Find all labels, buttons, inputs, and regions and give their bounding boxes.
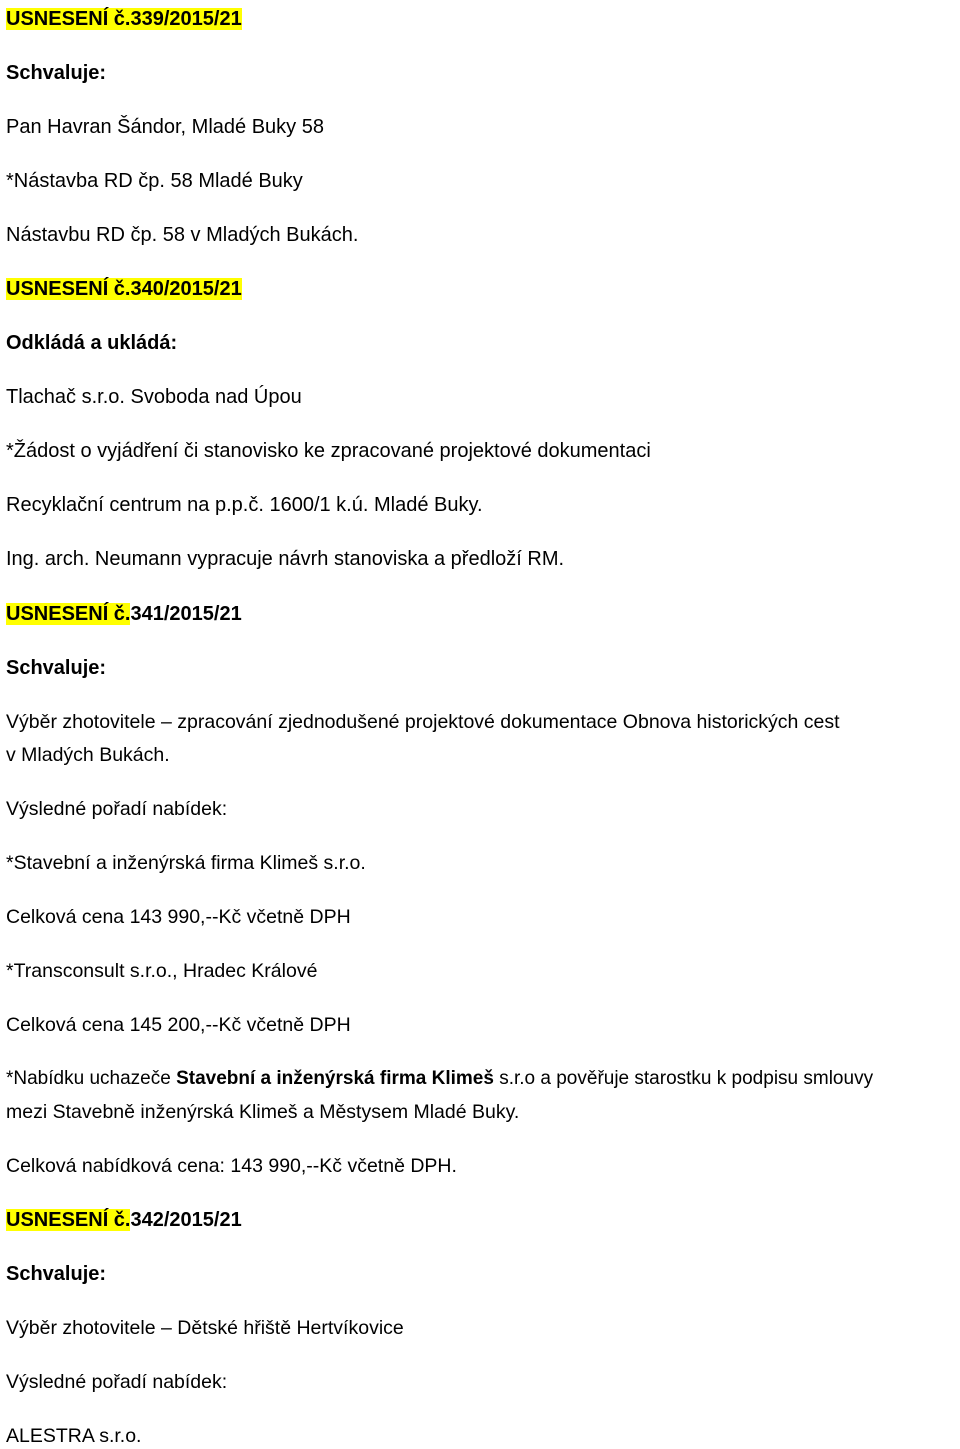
resolution-341-line-2: v Mladých Bukách. (6, 744, 170, 766)
resolution-341-offer-post: s.r.o a pověřuje starostku k podpisu smlouvy (493, 1068, 874, 1089)
resolution-340-line-2: *Žádost o vyjádření či stanovisko ke zpracované projektové dokumentaci (6, 440, 651, 462)
resolution-342-label: Schvaluje: (6, 1263, 107, 1285)
resolution-340-line-3: Recyklační centrum na p.p.č. 1600/1 k.ú. Mladé Buky. (6, 494, 483, 516)
resolution-341-line-5: Celková cena 143 990,--Kč včetně DPH (6, 906, 351, 928)
resolution-339-line-3: Nástavbu RD čp. 58 v Mladých Bukách. (6, 224, 359, 246)
resolution-340-line-4: Ing. arch. Neumann vypracuje návrh stanoviska a předloží RM. (6, 548, 565, 570)
resolution-341-heading (6, 601, 242, 627)
resolution-340-line-1: Tlachač s.r.o. Svoboda nad Úpou (6, 386, 302, 408)
resolution-342-line-2: Výsledné pořadí nabídek: (6, 1371, 228, 1393)
resolution-342-line-3: ALESTRA s.r.o. (6, 1425, 142, 1447)
resolution-341-line-7: Celková cena 145 200,--Kč včetně DPH (6, 1014, 351, 1036)
resolution-339-line-2: *Nástavba RD čp. 58 Mladé Buky (6, 170, 303, 192)
resolution-342-heading-number: 342/2015/21 (130, 1209, 242, 1231)
resolution-342-heading (6, 1207, 242, 1233)
resolution-341-offer-pre: *Nabídku uchazeče (6, 1068, 177, 1089)
resolution-341-heading-prefix: USNESENÍ č. (6, 603, 131, 625)
resolution-339-heading (6, 6, 242, 32)
resolution-341-offer-line-2: mezi Stavebně inženýrská Klimeš a Městysem Mladé Buky. (6, 1101, 520, 1123)
resolution-342-line-1: Výběr zhotovitele – Dětské hřiště Hertvíkovice (6, 1317, 404, 1339)
resolution-341-total: Celková nabídková cena: 143 990,--Kč včetně DPH. (6, 1155, 457, 1177)
resolution-341-offer-company: Stavební a inženýrská firma Klimeš (176, 1068, 494, 1089)
resolution-340-heading (6, 276, 242, 302)
resolution-341-heading-number: 341/2015/21 (130, 603, 242, 625)
resolution-340-label: Odkládá a ukládá: (6, 332, 178, 354)
resolution-341-line-1: Výběr zhotovitele – zpracování zjednodušené projektové dokumentace Obnova historických cest (6, 711, 840, 733)
resolution-339-line-1: Pan Havran Šándor, Mladé Buky 58 (6, 116, 324, 138)
resolution-341-label: Schvaluje: (6, 657, 107, 679)
resolution-340-heading-text: USNESENÍ č.340/2015/21 (6, 278, 242, 300)
resolution-342-heading-prefix: USNESENÍ č. (6, 1209, 131, 1231)
resolution-341-line-6: *Transconsult s.r.o., Hradec Králové (6, 960, 318, 982)
resolution-339-heading-text: USNESENÍ č.339/2015/21 (6, 8, 242, 30)
resolution-341-line-4: *Stavební a inženýrská firma Klimeš s.r.o. (6, 852, 366, 874)
resolution-341-offer (6, 1066, 873, 1092)
resolution-341-line-3: Výsledné pořadí nabídek: (6, 798, 228, 820)
resolution-339-label: Schvaluje: (6, 62, 107, 84)
